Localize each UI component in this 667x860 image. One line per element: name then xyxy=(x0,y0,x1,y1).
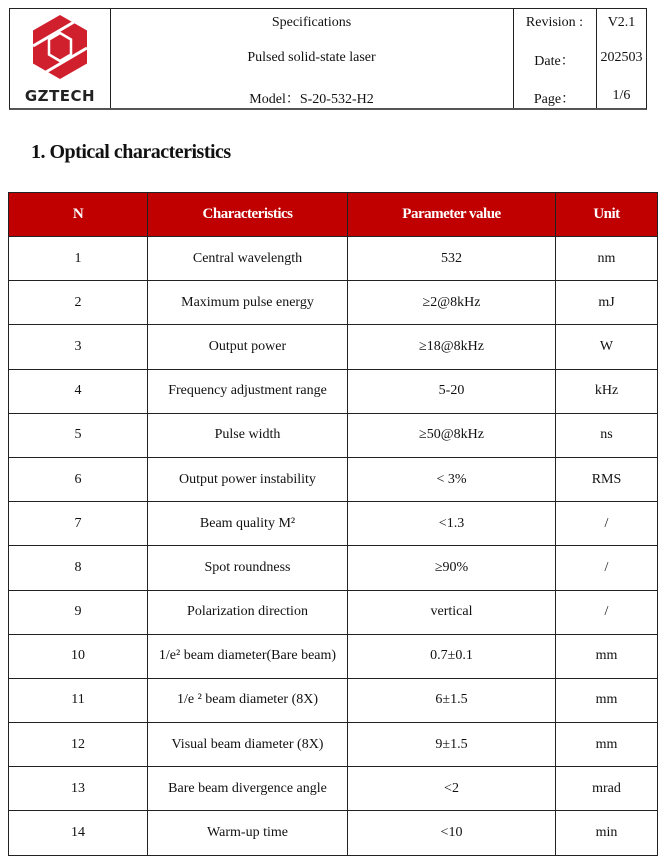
table-row xyxy=(9,413,658,457)
parameter-value-cell: <1.3 xyxy=(348,502,556,546)
model-number: Model：S-20-532-H2 xyxy=(249,92,374,107)
unit-cell: mm xyxy=(556,678,658,722)
table-row xyxy=(9,502,658,546)
parameter-value-cell: 0.7±0.1 xyxy=(348,634,556,678)
column-header-n: N xyxy=(9,193,148,237)
table-row xyxy=(9,634,658,678)
table-row xyxy=(9,325,658,369)
parameter-value-cell: 9±1.5 xyxy=(348,723,556,767)
table-row xyxy=(9,281,658,325)
table-row xyxy=(9,546,658,590)
characteristic-cell: Bare beam divergence angle xyxy=(148,767,348,811)
characteristic-cell: Output power instability xyxy=(148,457,348,501)
row-number: 4 xyxy=(9,369,148,413)
parameter-value-cell: < 3% xyxy=(348,457,556,501)
document-header xyxy=(9,8,647,110)
parameter-value-cell: <2 xyxy=(348,767,556,811)
parameter-value-cell: ≥50@8kHz xyxy=(348,413,556,457)
row-number: 1 xyxy=(9,237,148,281)
unit-cell: min xyxy=(556,811,658,855)
column-header-unit: Unit xyxy=(556,193,658,237)
doc-title: Specifications xyxy=(271,15,352,30)
characteristic-cell: Spot roundness xyxy=(148,546,348,590)
parameter-value-cell: ≥2@8kHz xyxy=(348,281,556,325)
table-row xyxy=(9,723,658,767)
row-number: 6 xyxy=(9,457,148,501)
logo-cell xyxy=(10,9,111,108)
unit-cell: / xyxy=(556,546,658,590)
logo-text: GZTECH xyxy=(24,87,96,105)
page-value: 1/6 xyxy=(612,88,631,103)
unit-cell: mm xyxy=(556,634,658,678)
meta-values xyxy=(596,9,647,108)
table-row xyxy=(9,767,658,811)
table-row xyxy=(9,678,658,722)
row-number: 11 xyxy=(9,678,148,722)
title-cell xyxy=(110,9,514,108)
characteristic-cell: 1/e² beam diameter(Bare beam) xyxy=(148,634,348,678)
page-label: Page： xyxy=(533,92,576,107)
unit-cell: / xyxy=(556,590,658,634)
unit-cell: nm xyxy=(556,237,658,281)
row-number: 10 xyxy=(9,634,148,678)
optical-characteristics-table xyxy=(8,192,658,856)
table-row xyxy=(9,811,658,855)
row-number: 5 xyxy=(9,413,148,457)
row-number: 7 xyxy=(9,502,148,546)
characteristic-cell: 1/e ² beam diameter (8X) xyxy=(148,678,348,722)
date-value: 202503 xyxy=(600,50,643,65)
parameter-value-cell: ≥18@8kHz xyxy=(348,325,556,369)
table-row xyxy=(9,590,658,634)
characteristic-cell: Beam quality M² xyxy=(148,502,348,546)
table-row xyxy=(9,457,658,501)
row-number: 8 xyxy=(9,546,148,590)
row-number: 3 xyxy=(9,325,148,369)
parameter-value-cell: vertical xyxy=(348,590,556,634)
parameter-value-cell: 6±1.5 xyxy=(348,678,556,722)
characteristic-cell: Polarization direction xyxy=(148,590,348,634)
table-row xyxy=(9,237,658,281)
product-name: Pulsed solid-state laser xyxy=(247,50,376,65)
unit-cell: W xyxy=(556,325,658,369)
table-body xyxy=(9,237,658,856)
gztech-logo-icon xyxy=(30,13,90,81)
characteristic-cell: Central wavelength xyxy=(148,237,348,281)
unit-cell: mJ xyxy=(556,281,658,325)
characteristic-cell: Maximum pulse energy xyxy=(148,281,348,325)
unit-cell: ns xyxy=(556,413,658,457)
table-header-row xyxy=(9,193,658,237)
table-row xyxy=(9,369,658,413)
characteristic-cell: Warm-up time xyxy=(148,811,348,855)
characteristic-cell: Visual beam diameter (8X) xyxy=(148,723,348,767)
unit-cell: kHz xyxy=(556,369,658,413)
column-header-parameter-value: Parameter value xyxy=(348,193,556,237)
date-label: Date： xyxy=(534,54,575,69)
revision-value: V2.1 xyxy=(607,15,636,30)
characteristic-cell: Frequency adjustment range xyxy=(148,369,348,413)
meta-labels xyxy=(513,9,597,108)
column-header-characteristics: Characteristics xyxy=(148,193,348,237)
parameter-value-cell: ≥90% xyxy=(348,546,556,590)
row-number: 13 xyxy=(9,767,148,811)
characteristic-cell: Output power xyxy=(148,325,348,369)
row-number: 14 xyxy=(9,811,148,855)
unit-cell: RMS xyxy=(556,457,658,501)
revision-label: Revision : xyxy=(525,15,584,30)
parameter-value-cell: 532 xyxy=(348,237,556,281)
parameter-value-cell: 5-20 xyxy=(348,369,556,413)
row-number: 12 xyxy=(9,723,148,767)
unit-cell: / xyxy=(556,502,658,546)
row-number: 2 xyxy=(9,281,148,325)
unit-cell: mrad xyxy=(556,767,658,811)
parameter-value-cell: <10 xyxy=(348,811,556,855)
row-number: 9 xyxy=(9,590,148,634)
unit-cell: mm xyxy=(556,723,658,767)
section-title: 1. Optical characteristics xyxy=(31,141,231,163)
characteristic-cell: Pulse width xyxy=(148,413,348,457)
